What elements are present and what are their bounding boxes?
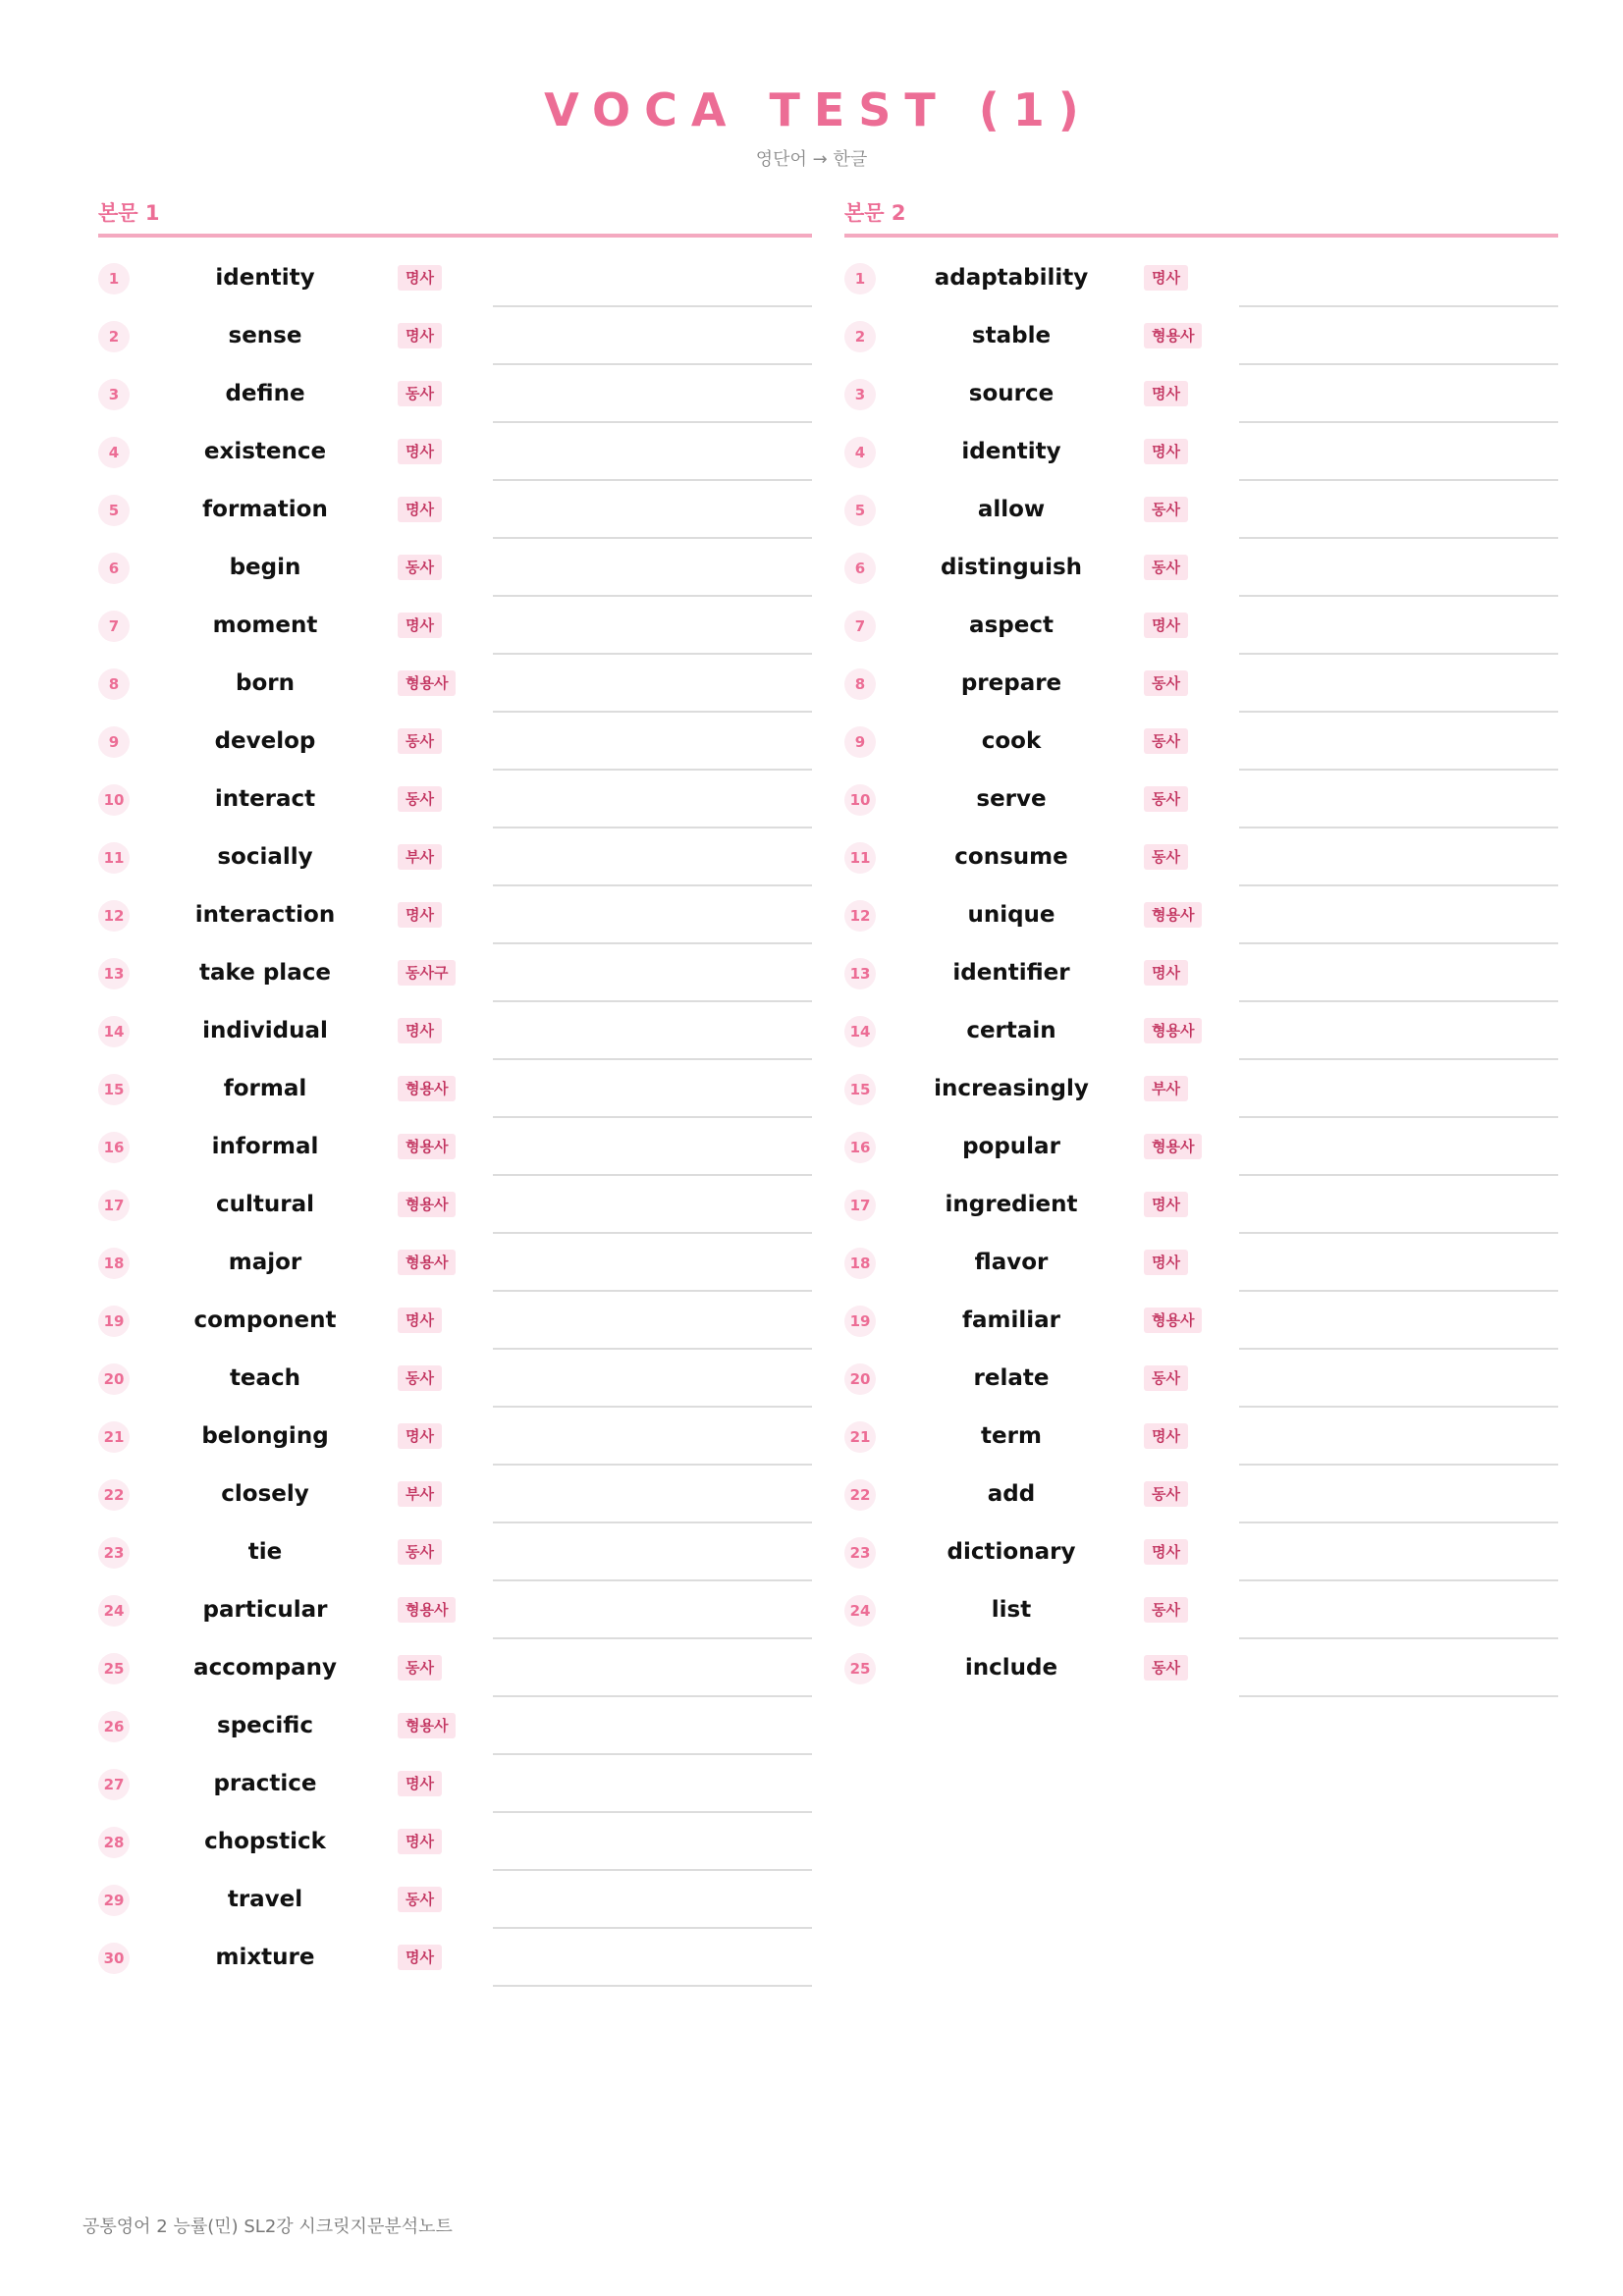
item-number: 16 — [844, 1132, 876, 1163]
word-row — [844, 886, 1558, 944]
word-row — [98, 481, 812, 539]
item-number: 15 — [98, 1074, 130, 1105]
page-title: VOCA TEST (1) — [544, 83, 1093, 136]
english-word: consume — [954, 844, 1068, 870]
part-of-speech-badge: 동사 — [1144, 1597, 1188, 1623]
word-row — [844, 1581, 1558, 1639]
part-of-speech-badge: 명사 — [398, 1018, 442, 1043]
item-number: 10 — [98, 784, 130, 816]
english-word: ingredient — [945, 1192, 1078, 1217]
english-word: moment — [212, 613, 318, 638]
item-number: 9 — [844, 726, 876, 758]
part-of-speech-badge: 명사 — [398, 439, 442, 464]
item-number: 17 — [844, 1190, 876, 1221]
part-of-speech-badge: 형용사 — [398, 1076, 456, 1101]
item-number: 26 — [98, 1711, 130, 1742]
item-number: 11 — [844, 842, 876, 874]
part-of-speech-badge: 명사 — [1144, 1423, 1188, 1449]
item-number: 6 — [98, 553, 130, 584]
item-number: 14 — [98, 1016, 130, 1047]
word-row — [98, 1002, 812, 1060]
english-word: serve — [976, 786, 1047, 812]
item-number: 4 — [844, 437, 876, 468]
part-of-speech-badge: 형용사 — [1144, 1308, 1202, 1333]
word-row — [98, 539, 812, 597]
part-of-speech-badge: 명사 — [398, 265, 442, 291]
item-number: 14 — [844, 1016, 876, 1047]
english-word: tie — [247, 1539, 283, 1565]
english-word: increasingly — [934, 1076, 1089, 1101]
part-of-speech-badge: 부사 — [398, 1481, 442, 1507]
word-row — [844, 249, 1558, 307]
item-number: 10 — [844, 784, 876, 816]
word-row — [844, 365, 1558, 423]
part-of-speech-badge: 명사 — [1144, 960, 1188, 986]
word-row — [844, 1060, 1558, 1118]
english-word: born — [236, 670, 295, 696]
item-number: 18 — [98, 1248, 130, 1279]
english-word: develop — [214, 728, 316, 754]
word-row — [844, 828, 1558, 886]
item-number: 4 — [98, 437, 130, 468]
item-number: 13 — [844, 958, 876, 989]
english-word: cook — [981, 728, 1042, 754]
part-of-speech-badge: 동사 — [1144, 1365, 1188, 1391]
part-of-speech-badge: 동사 — [1144, 555, 1188, 580]
part-of-speech-badge: 동사 — [1144, 1481, 1188, 1507]
item-number: 12 — [844, 900, 876, 932]
english-word: identity — [215, 265, 315, 291]
english-word: interact — [214, 786, 316, 812]
item-number: 1 — [844, 263, 876, 294]
english-word: major — [228, 1250, 302, 1275]
item-number: 9 — [98, 726, 130, 758]
item-number: 23 — [98, 1537, 130, 1569]
english-word: popular — [962, 1134, 1060, 1159]
english-word: sense — [228, 323, 302, 348]
english-word: closely — [221, 1481, 309, 1507]
footer-text: 공통영어 2 능률(민) SL2강 시크릿지문분석노트 — [82, 2216, 453, 2237]
item-number: 5 — [98, 495, 130, 526]
part-of-speech-badge: 동사 — [398, 381, 442, 406]
part-of-speech-badge: 형용사 — [398, 1134, 456, 1159]
part-of-speech-badge: 동사 — [398, 786, 442, 812]
word-row — [98, 944, 812, 1002]
part-of-speech-badge: 동사 — [398, 1655, 442, 1681]
part-of-speech-badge: 명사 — [398, 1308, 442, 1333]
part-of-speech-badge: 동사 — [1144, 497, 1188, 522]
english-word: begin — [229, 555, 301, 580]
item-number: 20 — [844, 1363, 876, 1395]
word-row — [844, 1292, 1558, 1350]
part-of-speech-badge: 동사 — [1144, 728, 1188, 754]
item-number: 19 — [844, 1306, 876, 1337]
english-word: mixture — [215, 1945, 315, 1970]
part-of-speech-badge: 형용사 — [1144, 1134, 1202, 1159]
english-word: formation — [202, 497, 328, 522]
word-row — [844, 1466, 1558, 1523]
item-number: 5 — [844, 495, 876, 526]
item-number: 24 — [844, 1595, 876, 1627]
word-row — [98, 1466, 812, 1523]
english-word: identifier — [952, 960, 1070, 986]
part-of-speech-badge: 동사 — [398, 728, 442, 754]
word-row — [844, 1408, 1558, 1466]
word-row — [98, 597, 812, 655]
item-number: 8 — [98, 668, 130, 700]
english-word: belonging — [201, 1423, 329, 1449]
part-of-speech-badge: 명사 — [398, 497, 442, 522]
part-of-speech-badge: 형용사 — [1144, 1018, 1202, 1043]
part-of-speech-badge: 명사 — [398, 1423, 442, 1449]
english-word: stable — [971, 323, 1052, 348]
item-number: 22 — [844, 1479, 876, 1511]
english-word: teach — [229, 1365, 301, 1391]
word-row — [844, 1350, 1558, 1408]
part-of-speech-badge: 명사 — [398, 1945, 442, 1970]
word-row — [98, 1755, 812, 1813]
part-of-speech-badge: 명사 — [1144, 439, 1188, 464]
word-row — [98, 828, 812, 886]
word-row — [98, 1813, 812, 1871]
part-of-speech-badge: 형용사 — [398, 1250, 456, 1275]
english-word: particular — [202, 1597, 328, 1623]
word-row — [98, 1523, 812, 1581]
word-row — [844, 1002, 1558, 1060]
word-row — [98, 1408, 812, 1466]
word-row — [98, 713, 812, 771]
english-word: term — [981, 1423, 1042, 1449]
word-row — [98, 249, 812, 307]
english-word: practice — [213, 1771, 317, 1796]
english-word: adaptability — [934, 265, 1089, 291]
word-row — [844, 539, 1558, 597]
english-word: certain — [966, 1018, 1056, 1043]
word-row — [98, 886, 812, 944]
part-of-speech-badge: 동사 — [1144, 670, 1188, 696]
english-word: dictionary — [947, 1539, 1076, 1565]
item-number: 20 — [98, 1363, 130, 1395]
answer-blank-line[interactable] — [1239, 1695, 1558, 1697]
english-word: unique — [967, 902, 1055, 928]
item-number: 2 — [98, 321, 130, 352]
item-number: 21 — [98, 1421, 130, 1453]
word-row — [98, 365, 812, 423]
word-row — [844, 1118, 1558, 1176]
section-2-word-list — [844, 249, 1558, 1697]
item-number: 7 — [98, 611, 130, 642]
english-word: define — [225, 381, 305, 406]
section-1-title: 본문 1 — [98, 196, 812, 238]
word-row — [98, 1697, 812, 1755]
part-of-speech-badge: 동사 — [1144, 786, 1188, 812]
english-word: flavor — [974, 1250, 1049, 1275]
item-number: 11 — [98, 842, 130, 874]
item-number: 7 — [844, 611, 876, 642]
word-row — [844, 771, 1558, 828]
part-of-speech-badge: 명사 — [398, 1771, 442, 1796]
word-row — [844, 713, 1558, 771]
word-row — [98, 1929, 812, 1987]
item-number: 13 — [98, 958, 130, 989]
word-row — [844, 944, 1558, 1002]
item-number: 16 — [98, 1132, 130, 1163]
english-word: formal — [223, 1076, 307, 1101]
part-of-speech-badge: 형용사 — [398, 1597, 456, 1623]
english-word: socially — [217, 844, 313, 870]
word-row — [844, 423, 1558, 481]
english-word: include — [964, 1655, 1058, 1681]
english-word: individual — [202, 1018, 328, 1043]
item-number: 2 — [844, 321, 876, 352]
word-row — [98, 307, 812, 365]
word-row — [844, 1639, 1558, 1697]
part-of-speech-badge: 동사 — [398, 1887, 442, 1912]
part-of-speech-badge: 형용사 — [1144, 902, 1202, 928]
part-of-speech-badge: 동사 — [1144, 1655, 1188, 1681]
word-row — [844, 1234, 1558, 1292]
english-word: allow — [977, 497, 1046, 522]
item-number: 1 — [98, 263, 130, 294]
part-of-speech-badge: 명사 — [1144, 1192, 1188, 1217]
part-of-speech-badge: 명사 — [398, 323, 442, 348]
word-row — [98, 1118, 812, 1176]
item-number: 3 — [844, 379, 876, 410]
part-of-speech-badge: 동사 — [398, 1365, 442, 1391]
item-number: 22 — [98, 1479, 130, 1511]
header — [0, 82, 1623, 171]
word-row — [844, 307, 1558, 365]
word-row — [844, 655, 1558, 713]
word-row — [98, 423, 812, 481]
english-word: add — [987, 1481, 1036, 1507]
item-number: 17 — [98, 1190, 130, 1221]
item-number: 12 — [98, 900, 130, 932]
item-number: 15 — [844, 1074, 876, 1105]
section-2 — [844, 196, 1558, 1697]
part-of-speech-badge: 형용사 — [398, 1192, 456, 1217]
item-number: 25 — [844, 1653, 876, 1684]
word-row — [98, 1871, 812, 1929]
english-word: prepare — [960, 670, 1062, 696]
section-1-word-list — [98, 249, 812, 1987]
part-of-speech-badge: 명사 — [398, 613, 442, 638]
english-word: source — [968, 381, 1055, 406]
part-of-speech-badge: 부사 — [1144, 1076, 1188, 1101]
section-1 — [98, 196, 812, 1987]
item-number: 8 — [844, 668, 876, 700]
part-of-speech-badge: 동사 — [398, 555, 442, 580]
part-of-speech-badge: 명사 — [398, 902, 442, 928]
english-word: chopstick — [204, 1829, 326, 1854]
english-word: accompany — [193, 1655, 337, 1681]
part-of-speech-badge: 명사 — [398, 1829, 442, 1854]
item-number: 6 — [844, 553, 876, 584]
word-row — [844, 597, 1558, 655]
word-row — [98, 1292, 812, 1350]
word-row — [844, 1523, 1558, 1581]
english-word: specific — [217, 1713, 313, 1738]
english-word: familiar — [961, 1308, 1060, 1333]
word-row — [98, 655, 812, 713]
item-number: 27 — [98, 1769, 130, 1800]
item-number: 28 — [98, 1827, 130, 1858]
part-of-speech-badge: 명사 — [1144, 1539, 1188, 1565]
section-2-title: 본문 2 — [844, 196, 1558, 238]
item-number: 18 — [844, 1248, 876, 1279]
word-row — [98, 1350, 812, 1408]
english-word: distinguish — [940, 555, 1083, 580]
english-word: interaction — [194, 902, 336, 928]
english-word: cultural — [215, 1192, 314, 1217]
english-word: list — [991, 1597, 1032, 1623]
part-of-speech-badge: 명사 — [1144, 381, 1188, 406]
word-row — [98, 1060, 812, 1118]
english-word: identity — [961, 439, 1061, 464]
part-of-speech-badge: 명사 — [1144, 613, 1188, 638]
item-number: 19 — [98, 1306, 130, 1337]
page-subtitle: 영단어 → 한글 — [755, 149, 868, 170]
item-number: 30 — [98, 1943, 130, 1974]
word-row — [98, 1234, 812, 1292]
english-word: take place — [199, 960, 331, 986]
part-of-speech-badge: 동사 — [398, 1539, 442, 1565]
item-number: 25 — [98, 1653, 130, 1684]
part-of-speech-badge: 명사 — [1144, 1250, 1188, 1275]
part-of-speech-badge: 형용사 — [398, 670, 456, 696]
word-row — [844, 481, 1558, 539]
english-word: relate — [973, 1365, 1050, 1391]
part-of-speech-badge: 명사 — [1144, 265, 1188, 291]
item-number: 3 — [98, 379, 130, 410]
word-row — [844, 1176, 1558, 1234]
item-number: 23 — [844, 1537, 876, 1569]
item-number: 29 — [98, 1885, 130, 1916]
part-of-speech-badge: 동사 — [1144, 844, 1188, 870]
english-word: aspect — [969, 613, 1054, 638]
word-row — [98, 1581, 812, 1639]
word-row — [98, 1176, 812, 1234]
english-word: existence — [203, 439, 327, 464]
part-of-speech-badge: 형용사 — [1144, 323, 1202, 348]
word-row — [98, 1639, 812, 1697]
part-of-speech-badge: 형용사 — [398, 1713, 456, 1738]
part-of-speech-badge: 부사 — [398, 844, 442, 870]
item-number: 21 — [844, 1421, 876, 1453]
part-of-speech-badge: 동사구 — [398, 960, 456, 986]
word-row — [98, 771, 812, 828]
answer-blank-line[interactable] — [493, 1985, 812, 1987]
english-word: informal — [211, 1134, 319, 1159]
english-word: travel — [227, 1887, 303, 1912]
item-number: 24 — [98, 1595, 130, 1627]
english-word: component — [193, 1308, 337, 1333]
